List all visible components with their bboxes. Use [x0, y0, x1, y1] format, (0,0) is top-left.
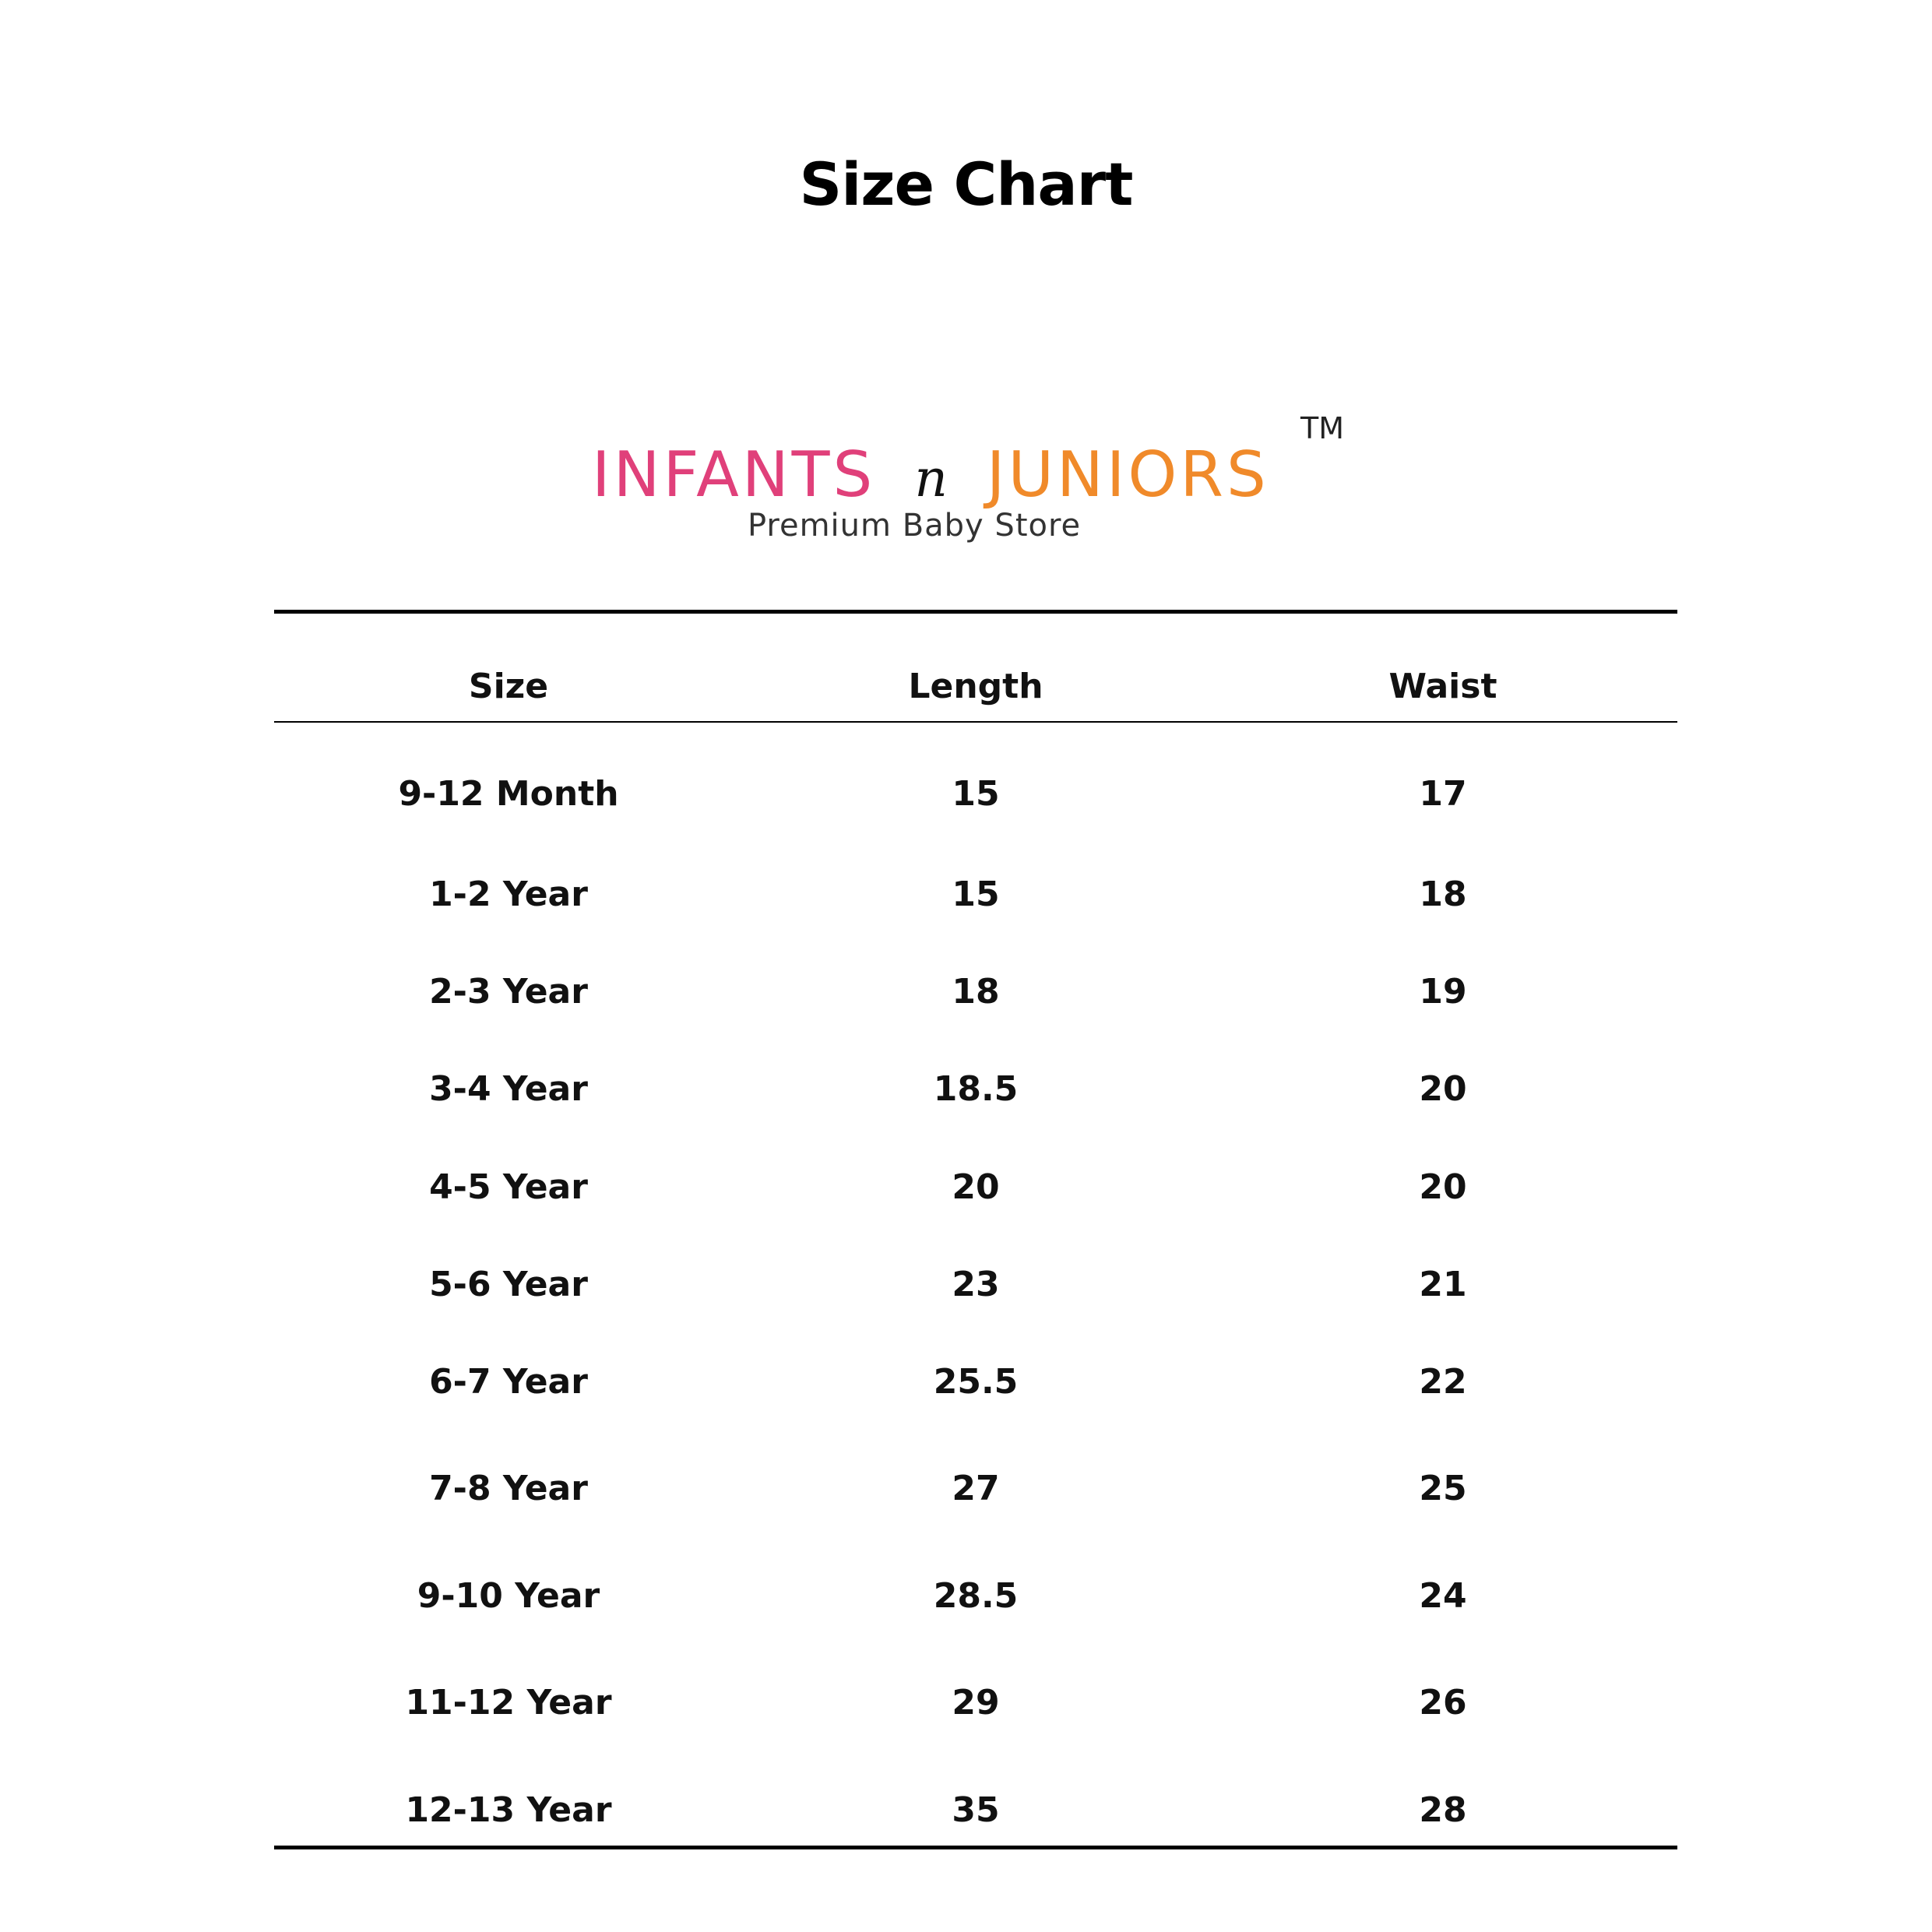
cell-size: 12-13 Year: [405, 1790, 612, 1830]
cell-size: 6-7 Year: [429, 1362, 588, 1402]
brand-logo: [592, 409, 1355, 549]
cell-waist: 20: [1419, 1069, 1467, 1109]
cell-length: 35: [952, 1790, 1000, 1830]
header-length: Length: [908, 667, 1043, 706]
cell-length: 29: [952, 1683, 1000, 1723]
logo-trademark: TM: [1300, 411, 1344, 445]
cell-waist: 28: [1419, 1790, 1467, 1830]
table-header-rule: [274, 721, 1677, 723]
cell-waist: 21: [1419, 1265, 1467, 1304]
header-size: Size: [468, 667, 549, 706]
cell-waist: 19: [1419, 972, 1467, 1012]
cell-length: 23: [952, 1265, 1000, 1304]
cell-size: 9-12 Month: [398, 774, 619, 814]
cell-size: 7-8 Year: [429, 1469, 588, 1508]
cell-waist: 18: [1419, 875, 1467, 914]
cell-length: 27: [952, 1469, 1000, 1508]
cell-size: 5-6 Year: [429, 1265, 588, 1304]
page-title: Size Chart: [799, 150, 1133, 219]
logo-connector-text: n: [914, 449, 951, 509]
cell-size: 9-10 Year: [417, 1576, 600, 1616]
cell-waist: 26: [1419, 1683, 1467, 1723]
cell-waist: 20: [1419, 1167, 1467, 1207]
cell-length: 15: [952, 774, 1000, 814]
logo-juniors-text: JUNIORS: [986, 438, 1269, 511]
cell-size: 4-5 Year: [429, 1167, 588, 1207]
cell-length: 15: [952, 875, 1000, 914]
cell-length: 28.5: [933, 1576, 1019, 1616]
logo-infants-text: INFANTS: [592, 438, 876, 511]
cell-waist: 17: [1419, 774, 1467, 814]
cell-length: 18.5: [933, 1069, 1019, 1109]
cell-waist: 24: [1419, 1576, 1467, 1616]
cell-length: 20: [952, 1167, 1000, 1207]
cell-size: 1-2 Year: [429, 875, 588, 914]
cell-waist: 25: [1419, 1469, 1467, 1508]
cell-length: 25.5: [933, 1362, 1019, 1402]
header-waist: Waist: [1388, 667, 1497, 706]
table-top-rule: [274, 610, 1677, 614]
cell-size: 3-4 Year: [429, 1069, 588, 1109]
cell-waist: 22: [1419, 1362, 1467, 1402]
cell-length: 18: [952, 972, 1000, 1012]
cell-size: 2-3 Year: [429, 972, 588, 1012]
cell-size: 11-12 Year: [405, 1683, 612, 1723]
table-bottom-rule: [274, 1846, 1677, 1849]
logo-tagline: Premium Baby Store: [748, 508, 1082, 544]
